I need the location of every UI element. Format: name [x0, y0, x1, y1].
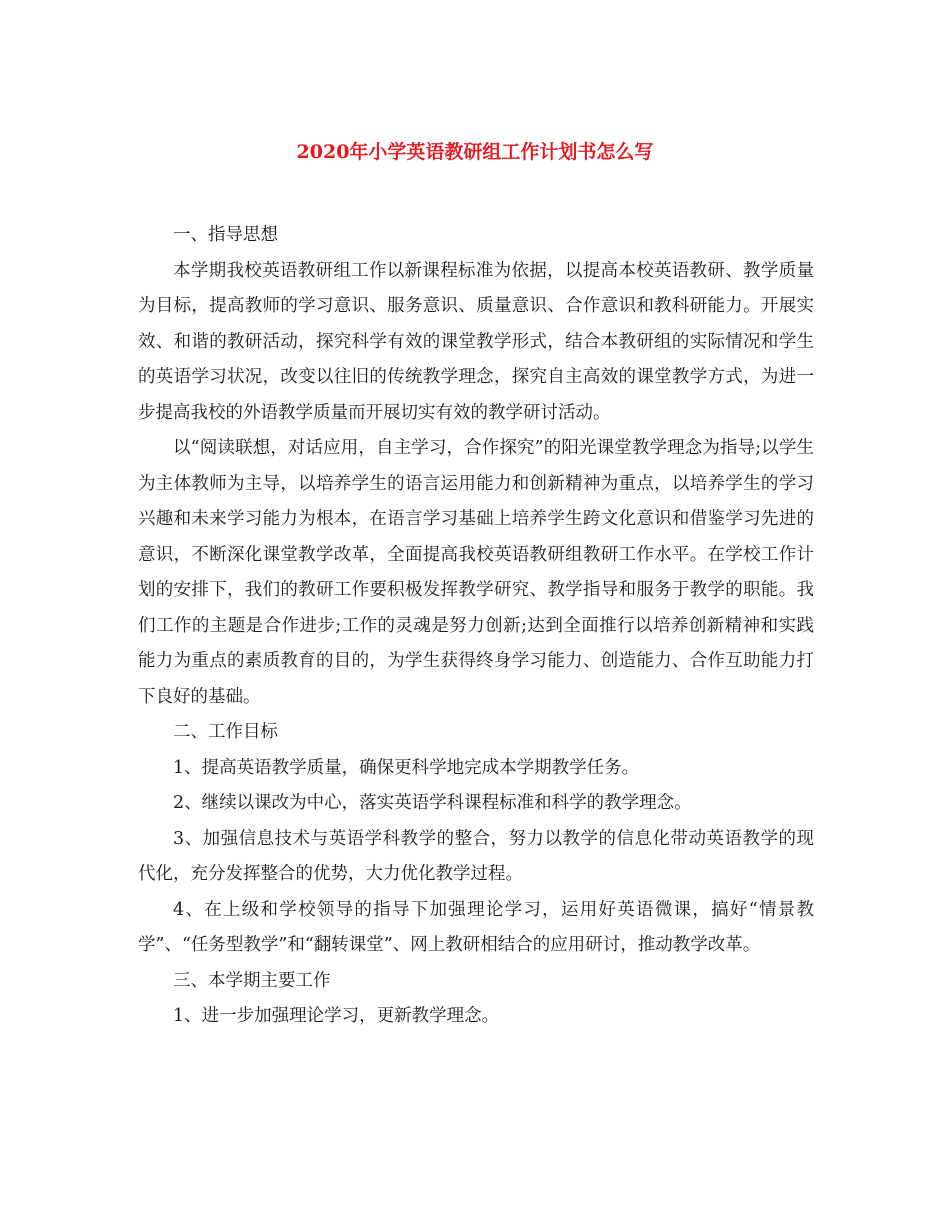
list-item: 1、提高英语教学质量，确保更科学地完成本学期教学任务。	[173, 757, 640, 778]
paragraph: 以“阅读联想，对话应用，自主学习，合作探究”的阳光课堂教学理念为指导;以学生为主体教师为主导，以培养学生的语言运用能力和创新精神为重点，以培养学生的学习兴趣和未来学习能力为根本，在语言学习基础上培养学生跨文化意识和借鉴学习先进的意识，不断深化课堂教学改革，全面提高我校英语教研组教研工作水平。在学校工作计划的安排下，我们的教研工作要积极发挥教学研究、教学指导和服务于教学的职能。我们工作的主题是合作进步;工作的灵魂是努力创新;达到全面推行以培养创新精神和实践能力为重点的素质教育的目的，为学生获得终身学习能力、创造能力、合作互助能力打下良好的基础。	[138, 438, 814, 707]
section-heading-main-work: 三、本学期主要工作	[173, 970, 331, 991]
document-title: 2020年小学英语教研组工作计划书怎么写	[296, 141, 654, 163]
section-heading-work-goals: 二、工作目标	[173, 722, 278, 742]
paragraph: 本学期我校英语教研组工作以新课程标准为依据，以提高本校英语教研、教学质量为目标，提高教师的学习意识、服务意识、质量意识、合作意识和教科研能力。开展实效、和谐的教研活动，探究科学有效的课堂教学形式，结合本教研组的实际情况和学生的英语学习状况，改变以往旧的传统教学理念，探究自主高效的课堂教学方式，为进一步提高我校的外语教学质量而开展切实有效的教学研讨活动。	[138, 260, 814, 423]
list-item: 1、进一步加强理论学习，更新教学理念。	[173, 1006, 500, 1026]
section-heading-guiding-ideology: 一、指导思想	[173, 225, 278, 245]
list-item: 2、继续以课改为中心，落实英语学科课程标准和科学的教学理念。	[173, 793, 692, 813]
list-item: 3、加强信息技术与英语学科教学的整合，努力以教学的信息化带动英语教学的现代化，充分发挥整合的优势，大力优化教学过程。	[138, 828, 814, 884]
list-item: 4、在上级和学校领导的指导下加强理论学习，运用好英语微课，搞好“情景教学”、“任务型教学”和“翻转课堂”、网上教研相结合的应用研讨，推动教学改革。	[138, 899, 814, 955]
document-body	[138, 218, 814, 1035]
